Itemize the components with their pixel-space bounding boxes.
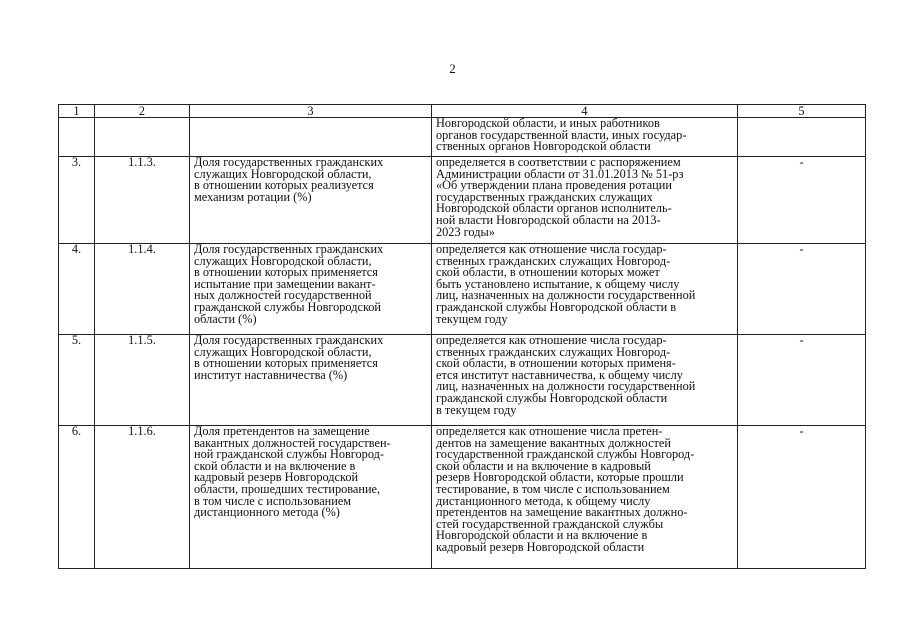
row-number-cell: 3. xyxy=(59,157,95,244)
row-code-cell: 1.1.3. xyxy=(95,157,190,244)
indicators-table xyxy=(58,104,866,569)
row-number-cell: 4. xyxy=(59,244,95,335)
indicator-name-cell: Доля государственных гражданских служащих Новгородской области, в отношении которых применяется испытание при замещении вакант- ных должностей государственной гражданской службы Новгородской области (%) xyxy=(190,244,432,335)
calculation-method-cell: определяется как отношение числа претен- дентов на замещение вакантных должностей государственной гражданской службы Новгород- ской области и на включение в кадровый резерв Новгородской области, которые прошли тестирование, в том числе с использованием дистанционного метода, к общему числу претендентов на замещение вакантных должно- стей государственной гражданской службы Новгородской области и на включение в кадровый резерв Новгородской области xyxy=(432,426,738,569)
calculation-method-cell: определяется в соответствии с распоряжением Администрации области от 31.01.2013 № 51-рз «Об утверждении плана проведения ротации государственных гражданских служащих Новгородской области органов исполнитель- ной власти Новгородской области на 2013- 2023 годы» xyxy=(432,157,738,244)
row-code-cell: 1.1.4. xyxy=(95,244,190,335)
table-row xyxy=(59,426,866,569)
source-cell: - xyxy=(738,244,866,335)
column-header-4: 4 xyxy=(432,105,738,118)
indicator-name-cell xyxy=(190,118,432,157)
calculation-method-cell: определяется как отношение числа государ- ственных гражданских служащих Новгород- ской области, в отношении которых применя- ется институт наставничества, к общему числу лиц, назначенных на должности государственной гражданской службы Новгородской области в текущем году xyxy=(432,335,738,426)
row-code-cell xyxy=(95,118,190,157)
row-number-cell: 6. xyxy=(59,426,95,569)
calculation-method-cell: Новгородской области, и иных работников органов государственной власти, иных государ- ственных органов Новгородской области xyxy=(432,118,738,157)
source-cell: - xyxy=(738,157,866,244)
table-row xyxy=(59,157,866,244)
indicator-name-cell: Доля претендентов на замещение вакантных должностей государствен- ной гражданской службы Новгород- ской области и на включение в кадровый резерв Новгородской области, прошедших тестирование, в том числе с использованием дистанционного метода (%) xyxy=(190,426,432,569)
row-number-cell: 5. xyxy=(59,335,95,426)
indicator-name-cell: Доля государственных гражданских служащих Новгородской области, в отношении которых применяется институт наставничества (%) xyxy=(190,335,432,426)
column-header-5: 5 xyxy=(738,105,866,118)
column-header-1: 1 xyxy=(59,105,95,118)
row-number-cell xyxy=(59,118,95,157)
calculation-method-cell: определяется как отношение числа государ- ственных гражданских служащих Новгород- ской области, в отношении которых может быть установлено испытание, к общему числу лиц, назначенных на должности государственной гражданской службы Новгородской области в текущем году xyxy=(432,244,738,335)
source-cell: - xyxy=(738,426,866,569)
source-cell: - xyxy=(738,335,866,426)
table-row-continuation xyxy=(59,118,866,157)
column-header-3: 3 xyxy=(190,105,432,118)
source-cell xyxy=(738,118,866,157)
page-number: 2 xyxy=(449,61,456,76)
row-code-cell: 1.1.5. xyxy=(95,335,190,426)
column-header-2: 2 xyxy=(95,105,190,118)
row-code-cell: 1.1.6. xyxy=(95,426,190,569)
table-row xyxy=(59,244,866,335)
table-row xyxy=(59,335,866,426)
indicator-name-cell: Доля государственных гражданских служащих Новгородской области, в отношении которых реализуется механизм ротации (%) xyxy=(190,157,432,244)
